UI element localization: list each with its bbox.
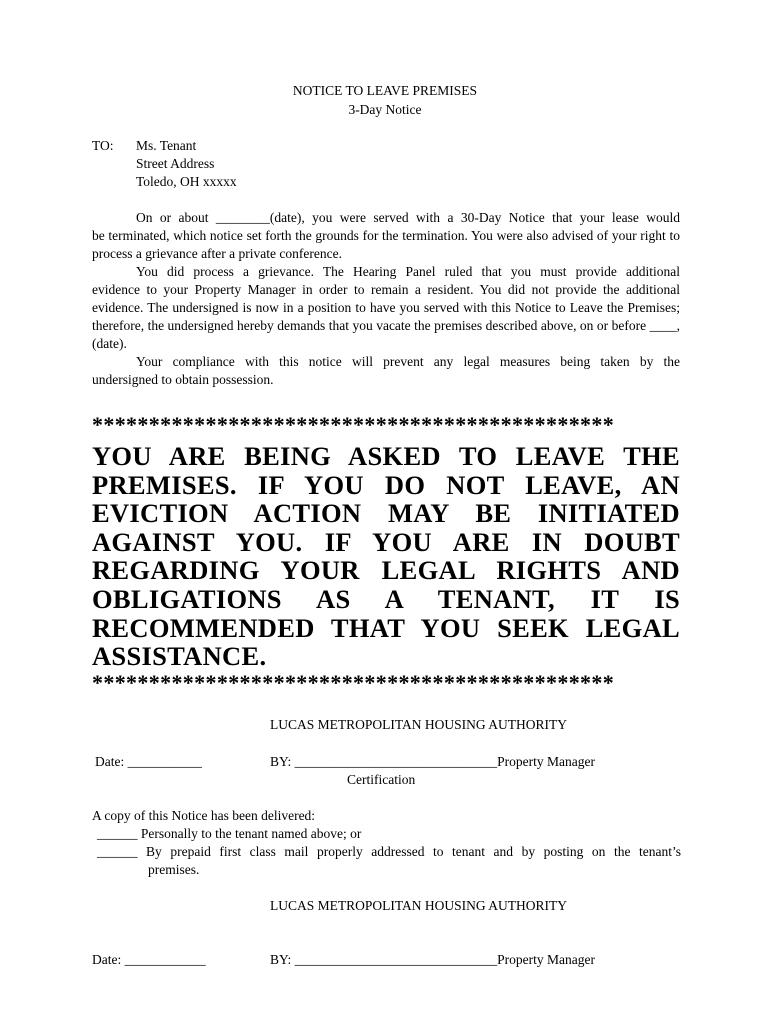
- to-label: TO:: [92, 138, 114, 153]
- delivery-intro: A copy of this Notice has been delivered:: [92, 808, 316, 823]
- signature-field: BY: ______________________________Property Manager: [270, 754, 595, 769]
- stars-divider-top: **********************************************: [92, 414, 615, 436]
- delivery-option-personal: ______ Personally to the tenant named above; or: [97, 826, 362, 841]
- date-field-2: Date: ____________: [92, 952, 206, 967]
- recipient-name: Ms. Tenant: [136, 138, 197, 153]
- paragraph-3-first-line: Your compliance with this notice will prevent any legal measures being taken by the: [136, 354, 680, 369]
- paragraph-3-rest: undersigned to obtain possession.: [92, 372, 274, 387]
- delivery-option-mail: ______ By prepaid first class mail properly addressed to tenant and by posting on the tenant’s: [97, 844, 681, 859]
- paragraph-2-rest: evidence to your Property Manager in order to remain a resident. You did not provide the additional evidence. The undersigned is now in a position to have you served with this Notice to Leave the Premises; therefore, the undersigned hereby demands that you vacate the premises described above, on or before ____, (date).: [92, 282, 680, 351]
- delivery-option-mail-continued: premises.: [148, 862, 200, 877]
- paragraph-2: [92, 263, 680, 353]
- stars-divider-bottom: **********************************************: [92, 672, 615, 694]
- authority-name: LUCAS METROPOLITAN HOUSING AUTHORITY: [270, 717, 568, 732]
- paragraph-3: [92, 353, 680, 389]
- paragraph-2-first-line: You did process a grievance. The Hearing Panel ruled that you must provide additional: [136, 264, 680, 279]
- notice-title: NOTICE TO LEAVE PREMISES: [292, 83, 478, 98]
- signature-field-2: BY: ______________________________Property Manager: [270, 952, 595, 967]
- authority-name-2: LUCAS METROPOLITAN HOUSING AUTHORITY: [270, 898, 568, 913]
- paragraph-1-first-line: On or about ________(date), you were served with a 30-Day Notice that your lease would: [136, 210, 680, 225]
- date-field: Date: ___________: [95, 754, 202, 769]
- notice-subtitle: 3-Day Notice: [348, 102, 422, 117]
- paragraph-1-rest: be terminated, which notice set forth the grounds for the termination. You were also advised of your right to process a grievance after a private conference.: [92, 228, 680, 261]
- paragraph-1: [92, 209, 680, 263]
- eviction-warning: YOU ARE BEING ASKED TO LEAVE THE PREMISES. IF YOU DO NOT LEAVE, AN EVICTION ACTION MAY BE INITIATED AGAINST YOU. IF YOU ARE IN DOUBT REGARDING YOUR LEGAL RIGHTS AND OBLIGATIONS AS A TENANT, IT IS RECOMMENDED THAT YOU SEEK LEGAL ASSISTANCE.: [92, 441, 680, 672]
- recipient-city: Toledo, OH xxxxx: [136, 174, 237, 189]
- certification-heading: Certification: [347, 772, 416, 787]
- recipient-street: Street Address: [136, 156, 215, 171]
